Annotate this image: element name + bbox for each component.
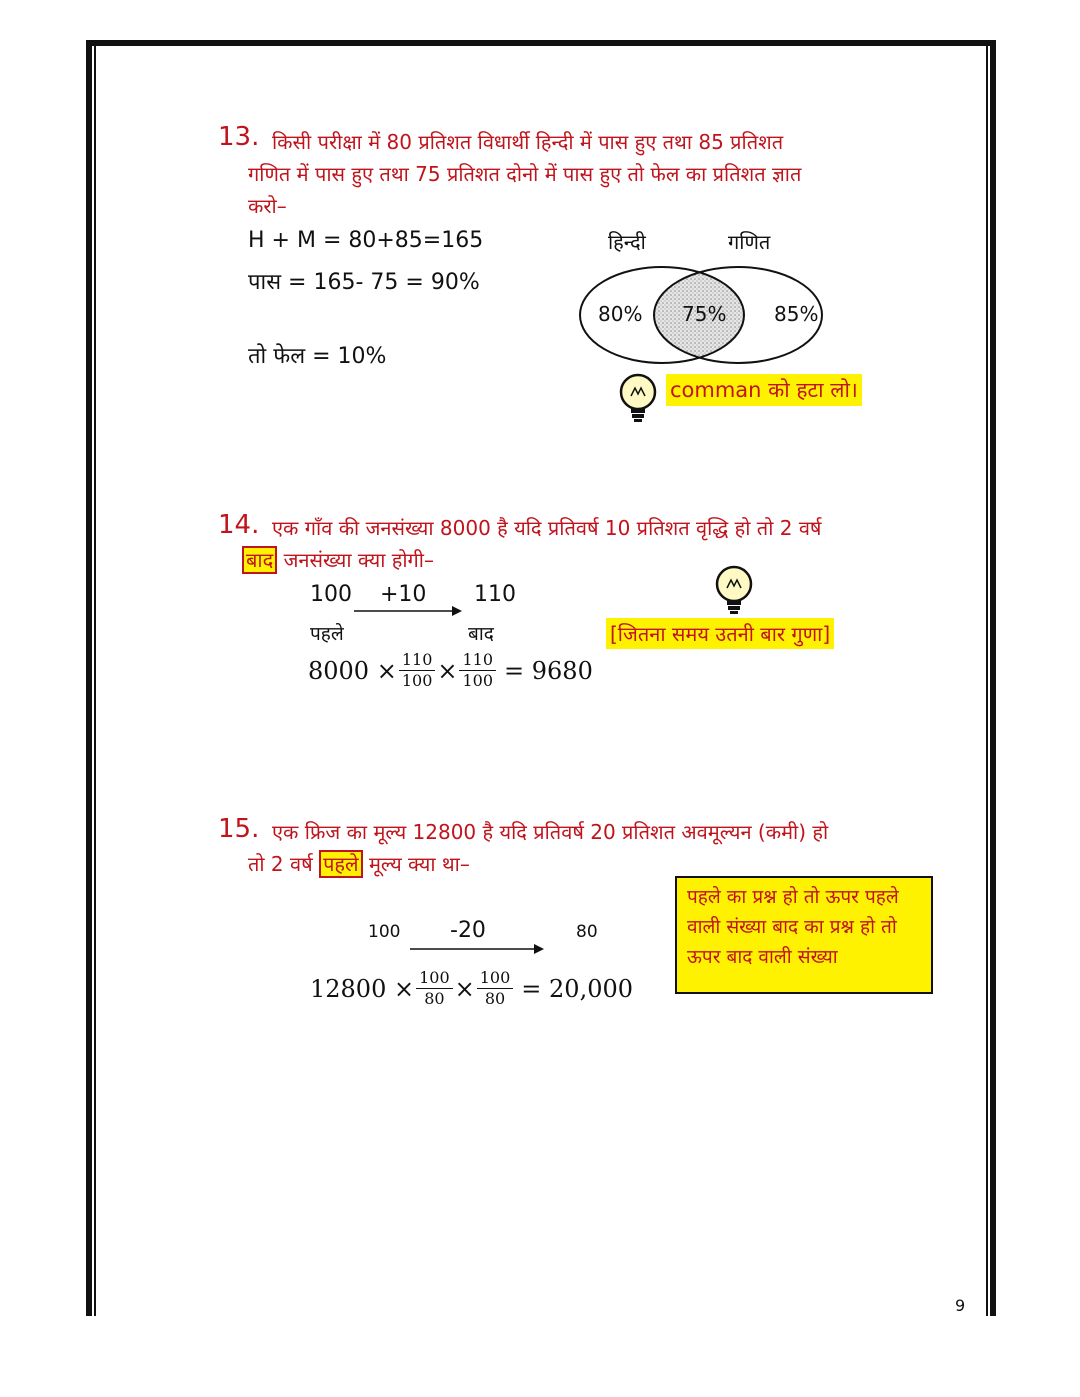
q15-text-line2-rest: मूल्य क्या था– (368, 852, 470, 876)
q15-frac2-den: 80 (484, 989, 506, 1008)
q13-step3: तो फेल = 10% (248, 344, 387, 369)
q14-frac2-den: 100 (462, 671, 494, 690)
q15-arrow-icon (410, 942, 546, 956)
q14-calculation (308, 650, 593, 691)
q15-note-box: पहले का प्रश्न हो तो ऊपर पहले वाली संख्या बाद का प्रश्न हो तो ऊपर बाद वाली संख्या (675, 876, 933, 994)
q13-text-line1: किसी परीक्षा में 80 प्रतिशत विधार्थी हिन्दी में पास हुए तथा 85 प्रतिशत (272, 130, 784, 154)
lightbulb-icon (618, 372, 662, 424)
q13-step2: पास = 165- 75 = 90% (248, 270, 480, 295)
page-number: 9 (955, 1296, 966, 1315)
venn-label-maths: गणित (728, 230, 771, 254)
lightbulb-icon (714, 564, 758, 616)
q15-times: × (454, 974, 475, 1003)
q14-result: = 9680 (504, 656, 593, 685)
page-border-left-inner (94, 46, 96, 1316)
q14-change: +10 (380, 582, 427, 607)
q15-frac1-num: 100 (416, 968, 453, 989)
q15-result: = 20,000 (521, 974, 634, 1003)
q15-fraction-1 (416, 968, 453, 1009)
q13-text-line2: गणित में पास हुए तथा 75 प्रतिशत दोनो में पास हुए तो फेल का प्रतिशत ज्ञात (248, 162, 802, 186)
venn-left-value: 80% (598, 302, 643, 326)
venn-label-hindi: हिन्दी (608, 230, 646, 254)
q14-fraction-2 (459, 650, 496, 691)
page-border-top (86, 40, 996, 46)
page-border-right (990, 40, 996, 1316)
q15-text-line2 (248, 850, 470, 877)
q14-label-after: बाद (468, 623, 494, 645)
q14-times: × (437, 656, 458, 685)
q13-step1: H + M = 80+85=165 (248, 228, 484, 253)
q14-frac2-num: 110 (459, 650, 496, 671)
q15-fraction-2 (477, 968, 514, 1009)
q15-keyword-before: पहले (319, 850, 363, 878)
q14-calc-base: 8000 × (308, 656, 397, 685)
q14-tip: [जितना समय उतनी बार गुणा] (606, 618, 834, 649)
q15-change: -20 (450, 918, 486, 943)
q15-number: 15. (218, 814, 260, 844)
q15-end: 80 (576, 922, 598, 942)
q14-label-before: पहले (310, 623, 344, 645)
q14-text-line1: एक गाँव की जनसंख्या 8000 है यदि प्रतिवर्ष 10 प्रतिशत वृद्धि हो तो 2 वर्ष (272, 516, 822, 540)
q15-text-line2-pre: तो 2 वर्ष (248, 852, 313, 876)
q15-start: 100 (368, 922, 401, 942)
page-border-left (86, 40, 92, 1316)
q15-calc-base: 12800 × (310, 974, 415, 1003)
q15-text-line1: एक फ्रिज का मूल्य 12800 है यदि प्रतिवर्ष 20 प्रतिशत अवमूल्यन (कमी) हो (272, 820, 829, 844)
q14-frac1-num: 110 (399, 650, 436, 671)
q14-start: 100 (310, 582, 352, 607)
venn-center-value: 75% (682, 302, 727, 326)
q14-fraction-1 (399, 650, 436, 691)
q14-number: 14. (218, 510, 260, 540)
q15-calculation (310, 968, 633, 1009)
q13-number: 13. (218, 122, 260, 152)
q14-keyword-after: बाद (242, 546, 277, 574)
q13-text-line3: करो– (248, 194, 287, 218)
q14-text-line2 (242, 546, 434, 573)
q15-frac1-den: 80 (424, 989, 445, 1008)
q14-arrow-icon (354, 604, 464, 618)
q14-end: 110 (474, 582, 516, 607)
q14-text-line2-rest: जनसंख्या क्या होगी– (283, 548, 434, 572)
q15-frac2-num: 100 (477, 968, 514, 989)
q13-tip: comman को हटा लो। (666, 374, 862, 406)
q14-frac1-den: 100 (401, 671, 433, 690)
venn-right-value: 85% (774, 302, 819, 326)
page-border-right-inner (986, 46, 988, 1316)
